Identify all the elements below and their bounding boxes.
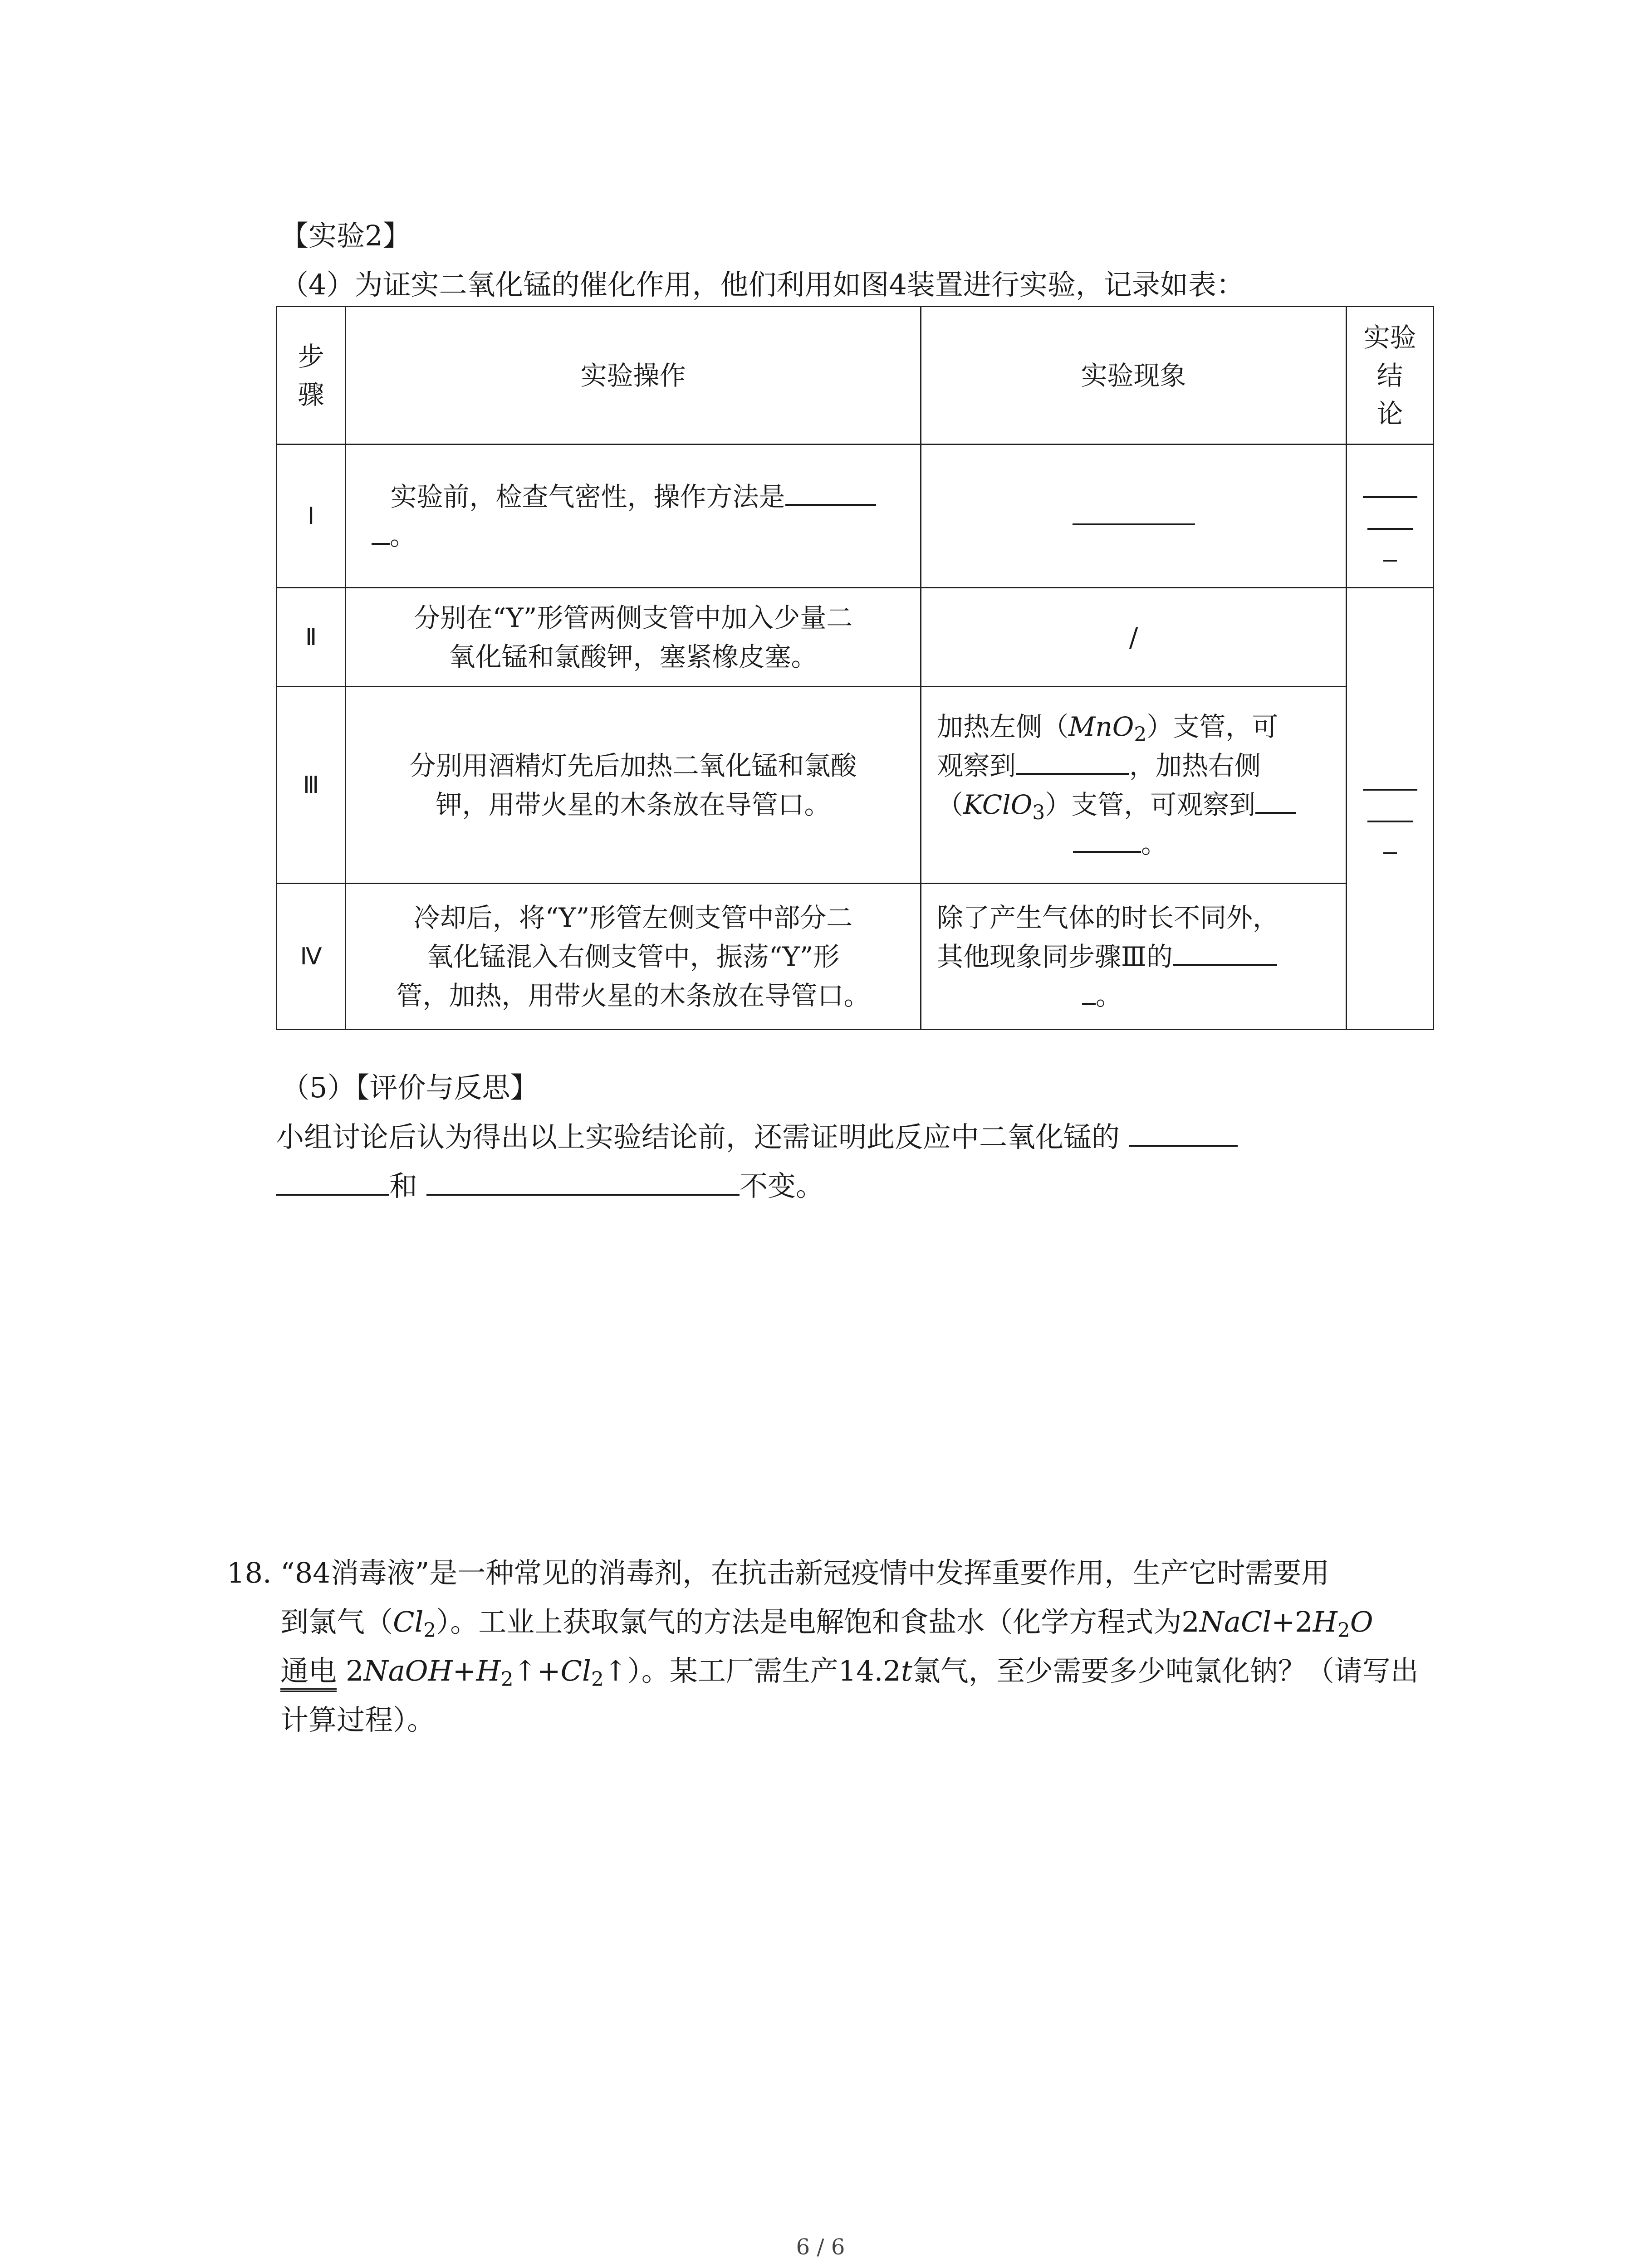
header-operation: 实验操作 — [346, 307, 921, 445]
phenomenon-cell — [921, 445, 1347, 588]
page-number: 6 / 6 — [796, 2234, 845, 2260]
question-5-line2: 和 不变。 — [276, 1168, 824, 1204]
question-4-text: 为证实二氧化锰的催化作用，他们利用如图4装置进行实验，记录如表： — [354, 268, 1244, 301]
step-cell: Ⅰ — [277, 445, 346, 588]
question-4 — [280, 267, 1244, 303]
table-row — [277, 884, 1434, 1030]
operation-cell: 分别在“Y”形管两侧支管中加入少量二 氧化锰和氯酸钾，塞紧橡皮塞。 — [346, 588, 921, 687]
answer-blank[interactable] — [1016, 749, 1129, 775]
operation-cell: 实验前，检查气密性，操作方法是 。 — [346, 445, 921, 588]
question-18-line1: “84消毒液”是一种常见的消毒剂，在抗击新冠疫情中发挥重要作用，生产它时需要用 — [280, 1556, 1330, 1589]
table-row — [277, 445, 1434, 588]
header-conclusion: 实验 结 论 — [1347, 307, 1434, 445]
question-18-line2: 到氯气$(Cl_2)$。工业上获取氯气的方法是电解饱和食盐水（化学方程式为$2NaCl+2H_2O$ — [280, 1605, 1373, 1642]
conclusion-cell — [1347, 445, 1434, 588]
answer-blank[interactable] — [372, 519, 390, 545]
header-phenomenon: 实验现象 — [921, 307, 1347, 445]
answer-blank[interactable] — [1173, 940, 1277, 966]
experiment-table — [276, 306, 1434, 1030]
section-heading: 【实验2】 — [280, 219, 411, 252]
answer-blank[interactable] — [1082, 979, 1096, 1005]
question-5-heading: （5）【评价与反思】 — [281, 1071, 539, 1104]
answer-blank[interactable] — [276, 1168, 389, 1196]
header-step: 步 骤 — [277, 307, 346, 445]
table-header-row — [277, 307, 1434, 445]
operation-cell: 分别用酒精灯先后加热二氧化锰和氯酸 钾，用带火星的木条放在导管口。 — [346, 687, 921, 884]
phenomenon-cell: 加热左侧（MnO$_2$）支管，可 观察到 ，加热右侧 （KClO$_3$）支管，可观察到 。 — [921, 687, 1347, 884]
question-18-line3: 通电 $2NaOH+H_2↑+Cl_2↑$）。某工厂需生产14.2t氯气，至少需要多少吨氯化钠？（请写出 — [280, 1654, 1419, 1691]
step-cell: Ⅱ — [277, 588, 346, 687]
answer-blank[interactable] — [1073, 500, 1195, 525]
question-18-number: 18. — [227, 1556, 272, 1589]
table-row — [277, 687, 1434, 884]
step-cell: Ⅳ — [277, 884, 346, 1030]
answer-blank[interactable] — [1367, 795, 1413, 822]
phenomenon-cell: 除了产生气体的时长不同外， 其他现象同步骤Ⅲ的 。 — [921, 884, 1347, 1030]
answer-blank[interactable] — [1363, 763, 1417, 791]
conclusion-cell — [1347, 588, 1434, 1030]
phenomenon-cell: / — [921, 588, 1347, 687]
answer-blank[interactable] — [1383, 827, 1397, 854]
answer-blank[interactable] — [1383, 534, 1397, 562]
step-cell: Ⅲ — [277, 687, 346, 884]
question-5-line1: 小组讨论后认为得出以上实验结论前，还需证明此反应中二氧化锰的 — [276, 1119, 1238, 1155]
operation-cell: 冷却后，将“Y”形管左侧支管中部分二 氧化锰混入右侧支管中，振荡“Y”形 管，加热，用带火星的木条放在导管口。 — [346, 884, 921, 1030]
question-18-line4: 计算过程）。 — [280, 1703, 436, 1736]
answer-blank[interactable] — [785, 480, 876, 506]
answer-blank[interactable] — [1363, 471, 1417, 498]
answer-blank[interactable] — [1073, 827, 1141, 853]
answer-blank[interactable] — [1367, 503, 1413, 530]
answer-blank[interactable] — [1255, 788, 1296, 814]
answer-blank[interactable] — [426, 1168, 740, 1196]
question-4-number: （4） — [280, 268, 355, 301]
table-row — [277, 588, 1434, 687]
answer-blank[interactable] — [1129, 1119, 1238, 1147]
